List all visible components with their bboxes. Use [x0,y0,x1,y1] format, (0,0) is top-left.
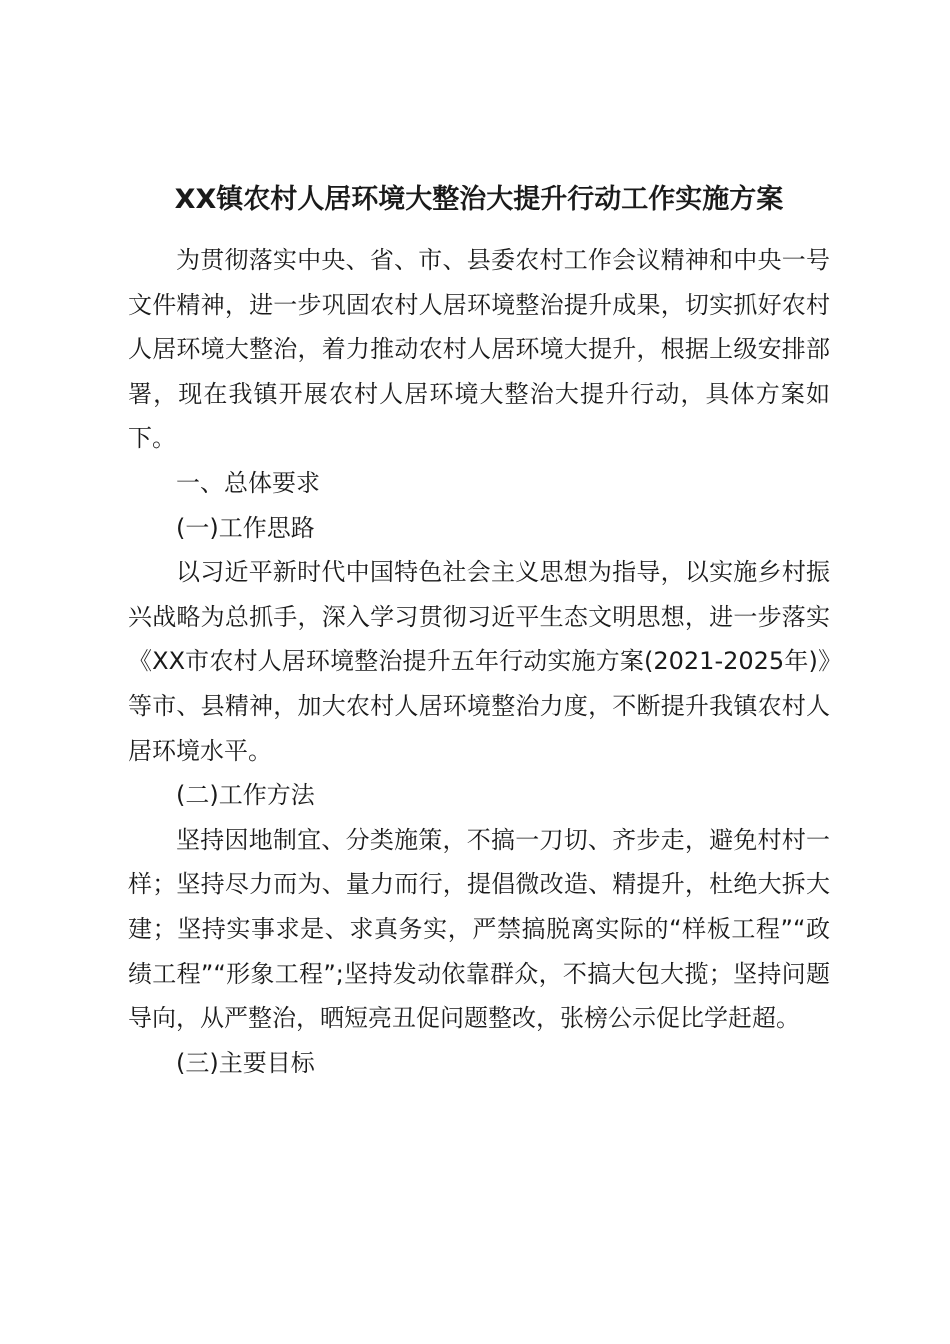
document-title: XX镇农村人居环境大整治大提升行动工作实施方案 [174,184,784,215]
subsection-heading-work-approach: (一)工作思路 [176,513,315,542]
work-method-paragraph: 坚持因地制宜、分类施策，不搞一刀切、齐步走，避免村村一样；坚持尽力而为、量力而行，提倡微改造、精提升，杜绝大拆大建；坚持实事求是、求真务实，严禁搞脱离实际的“样板工程”“政绩工程”“形象工程”;坚持发动依靠群众，不搞大包大揽；坚持问题导向，从严整治，晒短亮丑促问题整改，张榜公示促比学赶超。 [128,825,830,1033]
subsection-heading-work-method: (二)工作方法 [176,781,315,810]
intro-paragraph: 为贯彻落实中央、省、市、县委农村工作会议精神和中央一号文件精神，进一步巩固农村人居环境整治提升成果，切实抓好农村人居环境大整治，着力推动农村人居环境大提升，根据上级安排部署，现在我镇开展农村人居环境大整治大提升行动，具体方案如下。 [128,246,830,453]
section-heading-overall-requirements: 一、总体要求 [176,468,320,497]
document-page [128,178,830,1085]
subsection-heading-main-goals: (三)主要目标 [176,1048,315,1077]
work-approach-paragraph: 以习近平新时代中国特色社会主义思想为指导，以实施乡村振兴战略为总抓手，深入学习贯彻习近平生态文明思想，进一步落实《XX市农村人居环境整治提升五年行动实施方案(2021-2025年)》等市、县精神，加大农村人居环境整治力度，不断提升我镇农村人居环境水平。 [128,558,830,765]
